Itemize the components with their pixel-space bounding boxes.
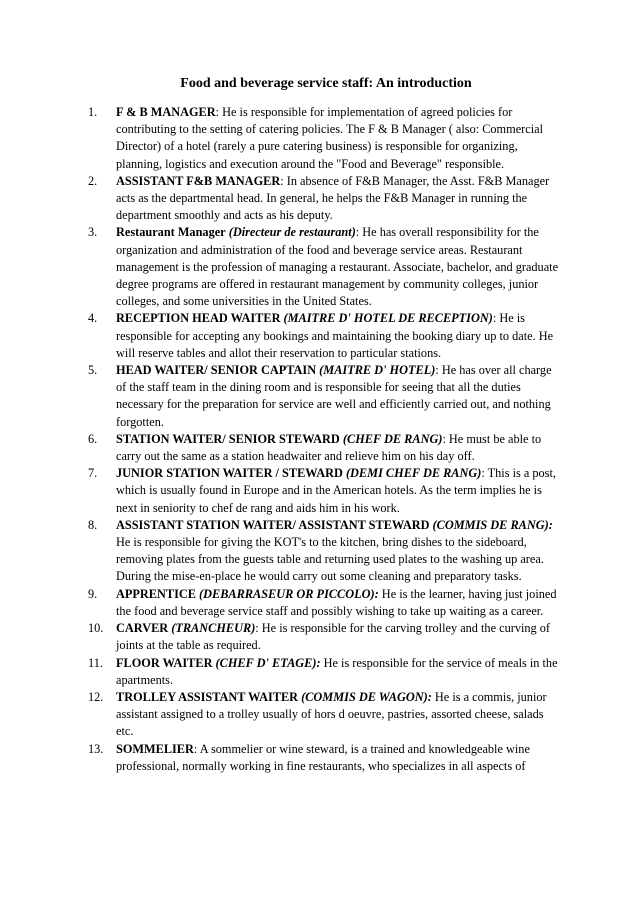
role-description: : He has over all charge of the staff team in the dining room and is responsible for seeing that all the duties necessary for the preparation for service are well and efficiently carried out, and nothing forgotten.: [116, 363, 552, 429]
page-title: Food and beverage service staff: An introduction: [180, 76, 472, 91]
list-item: [88, 586, 564, 620]
item-number: 4.: [88, 311, 98, 326]
role-description: : He is responsible for accepting any bookings and maintaining the booking diary up to date. He will reserve tables and allot their reservation to particular stations.: [116, 311, 554, 360]
separator: :: [215, 105, 223, 119]
item-number: 9.: [88, 586, 98, 601]
role-description: He is responsible for the service of meals in the apartments.: [116, 655, 558, 687]
french-title: (Directeur de restaurant): [228, 225, 356, 240]
list-item: [88, 517, 564, 586]
item-number: 5.: [88, 363, 98, 378]
item-number: 3.: [88, 225, 98, 240]
item-number: 7.: [88, 466, 98, 481]
staff-role-term: TROLLEY ASSISTANT WAITER: [116, 689, 299, 704]
item-number: 13.: [88, 741, 104, 756]
french-title: (CHEF D' ETAGE):: [215, 655, 321, 670]
role-description: A sommelier or wine steward, is a trained and knowledgeable wine professional, normally working in fine restaurants, who specializes in all aspects of: [116, 741, 530, 773]
french-title: (DEBARRASEUR OR PICCOLO):: [199, 586, 379, 601]
list-item: [88, 310, 564, 362]
staff-role-term: HEAD WAITER/ SENIOR CAPTAIN: [116, 363, 317, 378]
staff-role-term: APPRENTICE: [116, 586, 196, 601]
list-item: [88, 362, 564, 431]
item-number: 8.: [88, 517, 98, 532]
item-number: 6.: [88, 431, 98, 446]
list-item: [88, 173, 564, 225]
list-item: [88, 224, 564, 310]
french-title: (COMMIS DE WAGON):: [301, 689, 432, 704]
list-item: [88, 431, 564, 465]
french-title: (MAITRE D' HOTEL DE RECEPTION): [283, 311, 493, 326]
list-item: [88, 689, 564, 741]
list-item: [88, 465, 564, 517]
french-title: (DEMI CHEF DE RANG): [345, 466, 482, 481]
list-item: [88, 620, 564, 654]
staff-role-term: CARVER: [116, 621, 169, 636]
separator: :: [280, 173, 287, 188]
role-description: He is responsible for implementation of agreed policies for contributing to the setting of catering policies. The F & B Manager ( also: Commercial Director) of a hotel (rarely a pure catering business) is responsible for organizing, planning, logistics and execution around the "Food and Beverage" responsible.: [116, 105, 543, 171]
role-description: : He must be able to carry out the same as a station headwaiter and relieve him on his day off.: [116, 431, 542, 464]
staff-list: [88, 104, 564, 775]
item-number: 2.: [88, 173, 98, 188]
separator: :: [193, 741, 200, 756]
staff-role-term: STATION WAITER/ SENIOR STEWARD: [116, 431, 340, 446]
role-description: He is a commis, junior assistant assigned to a trolley usually of hors d oeuvre, pastries, assorted cheese, salads etc.: [116, 689, 547, 739]
french-title: (MAITRE D' HOTEL): [319, 363, 436, 378]
list-item: [88, 655, 564, 689]
staff-role-term: F & B MANAGER: [116, 105, 216, 119]
staff-role-term: Restaurant Manager: [116, 225, 226, 240]
item-number: 12.: [88, 689, 104, 704]
item-number: 11.: [88, 655, 103, 670]
item-number: 1.: [88, 105, 98, 119]
role-description: He is the learner, having just joined the food and beverage service staff and possibly wishing to take up waiting as a career.: [116, 586, 557, 618]
staff-role-term: FLOOR WAITER: [116, 655, 213, 670]
french-title: (CHEF DE RANG): [342, 431, 443, 446]
item-number: 10.: [88, 621, 104, 636]
staff-role-term: SOMMELIER: [116, 741, 194, 756]
role-description: : This is a post, which is usually found in Europe and in the American hotels. As the term implies he is next in seniority to chef de rang and aids him in his work.: [116, 466, 556, 515]
role-description: He is responsible for giving the KOT's to the kitchen, bring dishes to the sideboard, removing plates from the guests table and returning used plates to the washing up area. During the mise-en-place he would carry out some cleaning and preparatory tasks.: [116, 535, 544, 584]
role-description: : He has overall responsibility for the organization and administration of the food and beverage service areas. Restaurant management is the profession of managing a restaurant. Associate, bachelor, and graduate degree programs are offered in restaurant management by community colleges, junior colleges, and some universities in the United States.: [116, 225, 559, 309]
role-description: : He is responsible for the carving trolley and the curving of joints at the table as required.: [116, 621, 550, 653]
french-title: (TRANCHEUR): [171, 621, 256, 636]
staff-role-term: JUNIOR STATION WAITER / STEWARD: [116, 466, 343, 481]
staff-role-term: ASSISTANT STATION WAITER/ ASSISTANT STEWARD: [116, 517, 430, 532]
list-item: [88, 741, 564, 775]
role-description: In absence of F&B Manager, the Asst. F&B Manager acts as the departmental head. In general, he helps the F&B Manager in running the department smoothly and acts as his deputy.: [116, 173, 550, 223]
list-item: [88, 104, 564, 173]
staff-role-term: RECEPTION HEAD WAITER: [116, 311, 281, 326]
french-title: (COMMIS DE RANG):: [432, 517, 553, 532]
staff-role-term: ASSISTANT F&B MANAGER: [116, 173, 281, 188]
